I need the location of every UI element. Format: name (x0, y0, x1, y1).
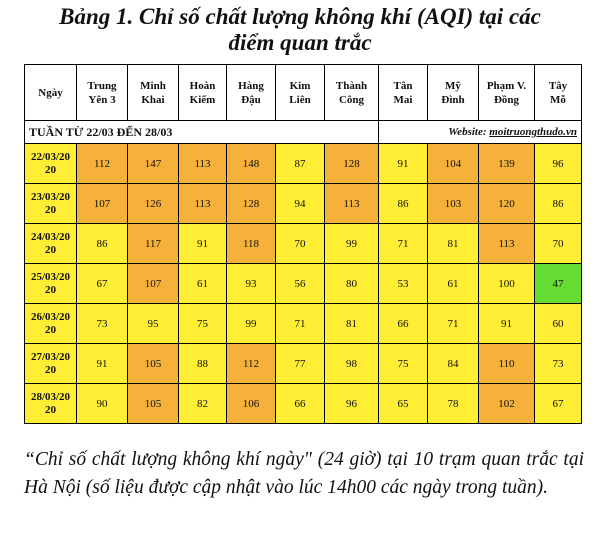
aqi-value-cell: 107 (128, 264, 179, 304)
aqi-value-cell: 95 (128, 304, 179, 344)
column-header (276, 65, 325, 121)
column-header (325, 65, 379, 121)
aqi-value-cell: 66 (276, 384, 325, 424)
column-header-line2: Đồng (493, 93, 520, 106)
column-header-line2: Công (338, 93, 365, 106)
aqi-value-cell: 100 (479, 264, 535, 304)
aqi-value-cell: 71 (276, 304, 325, 344)
table-row (25, 304, 582, 344)
aqi-value-cell: 99 (325, 224, 379, 264)
aqi-value-cell: 47 (535, 264, 582, 304)
website-label: Website: (448, 126, 487, 138)
aqi-value-cell: 84 (428, 344, 479, 384)
column-header-line1: Thành (335, 79, 368, 92)
column-header-line2: Liên (289, 93, 311, 106)
aqi-value-cell: 126 (128, 184, 179, 224)
aqi-value-cell: 118 (227, 224, 276, 264)
column-header-line1: Mỹ (445, 79, 461, 92)
aqi-value-cell: 91 (379, 144, 428, 184)
caption: “Chỉ số chất lượng không khí ngày" (24 giờ) tại 10 trạm quan trắc tại Hà Nội (số liệu được cập nhật vào lúc 14h00 các ngày trong tuần). (24, 449, 584, 498)
aqi-value-cell: 61 (428, 264, 479, 304)
aqi-value-cell: 71 (428, 304, 479, 344)
column-header-line1: Tân (393, 79, 413, 92)
aqi-value-cell: 87 (276, 144, 325, 184)
column-header-line2: Kiếm (189, 93, 216, 106)
date-line1: 26/03/20 (30, 310, 71, 323)
aqi-value-cell: 91 (77, 344, 128, 384)
aqi-value-cell: 90 (77, 384, 128, 424)
aqi-value-cell: 60 (535, 304, 582, 344)
column-header-line1: Hàng (238, 79, 264, 92)
aqi-value-cell: 106 (227, 384, 276, 424)
aqi-value-cell: 147 (128, 144, 179, 184)
aqi-value-cell: 93 (227, 264, 276, 304)
date-cell (25, 264, 77, 304)
column-header (179, 65, 227, 121)
aqi-value-cell: 53 (379, 264, 428, 304)
title-line-1: Bảng 1. Chỉ số chất lượng không khí (AQI) tại các (59, 4, 541, 29)
date-line2: 20 (45, 243, 56, 256)
week-row (25, 121, 582, 144)
aqi-value-cell: 56 (276, 264, 325, 304)
column-header-line2: Mai (393, 93, 413, 106)
aqi-value-cell: 120 (479, 184, 535, 224)
aqi-value-cell: 78 (428, 384, 479, 424)
date-line1: 24/03/20 (30, 230, 71, 243)
aqi-value-cell: 61 (179, 264, 227, 304)
aqi-value-cell: 67 (77, 264, 128, 304)
date-line2: 20 (45, 403, 56, 416)
aqi-value-cell: 112 (227, 344, 276, 384)
column-header-line2: Yên 3 (88, 93, 116, 106)
date-line1: 28/03/20 (30, 390, 71, 403)
column-header-line1: Kim (289, 79, 311, 92)
aqi-value-cell: 112 (77, 144, 128, 184)
column-header (379, 65, 428, 121)
aqi-value-cell: 113 (179, 144, 227, 184)
column-header-line1: Tây (548, 79, 568, 92)
aqi-value-cell: 81 (325, 304, 379, 344)
table-row (25, 344, 582, 384)
table-row (25, 184, 582, 224)
column-header (535, 65, 582, 121)
column-header (479, 65, 535, 121)
aqi-value-cell: 113 (479, 224, 535, 264)
aqi-value-cell: 66 (379, 304, 428, 344)
aqi-value-cell: 71 (379, 224, 428, 264)
column-header-line2: Mỗ (550, 93, 566, 106)
aqi-value-cell: 98 (325, 344, 379, 384)
aqi-value-cell: 82 (179, 384, 227, 424)
aqi-value-cell: 107 (77, 184, 128, 224)
date-cell (25, 304, 77, 344)
column-header (227, 65, 276, 121)
date-line1: 27/03/20 (30, 350, 71, 363)
aqi-value-cell: 148 (227, 144, 276, 184)
aqi-value-cell: 94 (276, 184, 325, 224)
column-header-line1: Hoàn (189, 79, 216, 92)
aqi-value-cell: 113 (325, 184, 379, 224)
aqi-value-cell: 104 (428, 144, 479, 184)
column-header-line2: Đình (441, 93, 465, 106)
date-cell (25, 144, 77, 184)
aqi-value-cell: 128 (325, 144, 379, 184)
aqi-value-cell: 77 (276, 344, 325, 384)
table-row (25, 144, 582, 184)
date-line2: 20 (45, 203, 56, 216)
title-line-2: điểm quan trắc (228, 30, 372, 55)
aqi-value-cell: 110 (479, 344, 535, 384)
aqi-value-cell: 91 (479, 304, 535, 344)
aqi-value-cell: 96 (325, 384, 379, 424)
aqi-value-cell: 113 (179, 184, 227, 224)
date-cell (25, 224, 77, 264)
aqi-value-cell: 86 (77, 224, 128, 264)
aqi-value-cell: 103 (428, 184, 479, 224)
aqi-value-cell: 86 (379, 184, 428, 224)
column-header-line1: Trung (87, 79, 117, 92)
aqi-value-cell: 75 (179, 304, 227, 344)
aqi-value-cell: 73 (77, 304, 128, 344)
date-line1: 22/03/20 (30, 150, 71, 163)
date-cell (25, 184, 77, 224)
aqi-value-cell: 105 (128, 384, 179, 424)
table-row (25, 384, 582, 424)
aqi-value-cell: 75 (379, 344, 428, 384)
date-line2: 20 (45, 363, 56, 376)
website-link[interactable]: moitruongthudo.vn (489, 126, 577, 138)
aqi-value-cell: 65 (379, 384, 428, 424)
column-header (25, 65, 77, 121)
date-line1: 23/03/20 (30, 190, 71, 203)
aqi-value-cell: 105 (128, 344, 179, 384)
date-line2: 20 (45, 163, 56, 176)
column-header (128, 65, 179, 121)
date-line2: 20 (45, 283, 56, 296)
column-header-line1: Minh (140, 79, 166, 92)
aqi-value-cell: 99 (227, 304, 276, 344)
date-line2: 20 (45, 323, 56, 336)
table-row (25, 224, 582, 264)
week-label: TUẦN TỪ 22/03 ĐẾN 28/03 (25, 121, 379, 144)
aqi-value-cell: 70 (276, 224, 325, 264)
date-cell (25, 344, 77, 384)
aqi-value-cell: 88 (179, 344, 227, 384)
table-row (25, 264, 582, 304)
header-row (25, 65, 582, 121)
aqi-value-cell: 80 (325, 264, 379, 304)
aqi-value-cell: 81 (428, 224, 479, 264)
column-header (428, 65, 479, 121)
aqi-value-cell: 128 (227, 184, 276, 224)
column-header-line1: Ngày (38, 86, 63, 99)
date-cell (25, 384, 77, 424)
column-header-line1: Phạm V. (486, 79, 527, 92)
aqi-value-cell: 70 (535, 224, 582, 264)
aqi-value-cell: 139 (479, 144, 535, 184)
aqi-value-cell: 67 (535, 384, 582, 424)
aqi-value-cell: 73 (535, 344, 582, 384)
column-header (77, 65, 128, 121)
aqi-value-cell: 86 (535, 184, 582, 224)
aqi-table (24, 64, 582, 424)
table-title (0, 4, 600, 56)
aqi-value-cell: 91 (179, 224, 227, 264)
aqi-value-cell: 96 (535, 144, 582, 184)
column-header-line2: Đậu (241, 93, 261, 106)
website-cell (379, 121, 582, 144)
date-line1: 25/03/20 (30, 270, 71, 283)
aqi-value-cell: 102 (479, 384, 535, 424)
aqi-value-cell: 117 (128, 224, 179, 264)
column-header-line2: Khai (141, 93, 165, 106)
